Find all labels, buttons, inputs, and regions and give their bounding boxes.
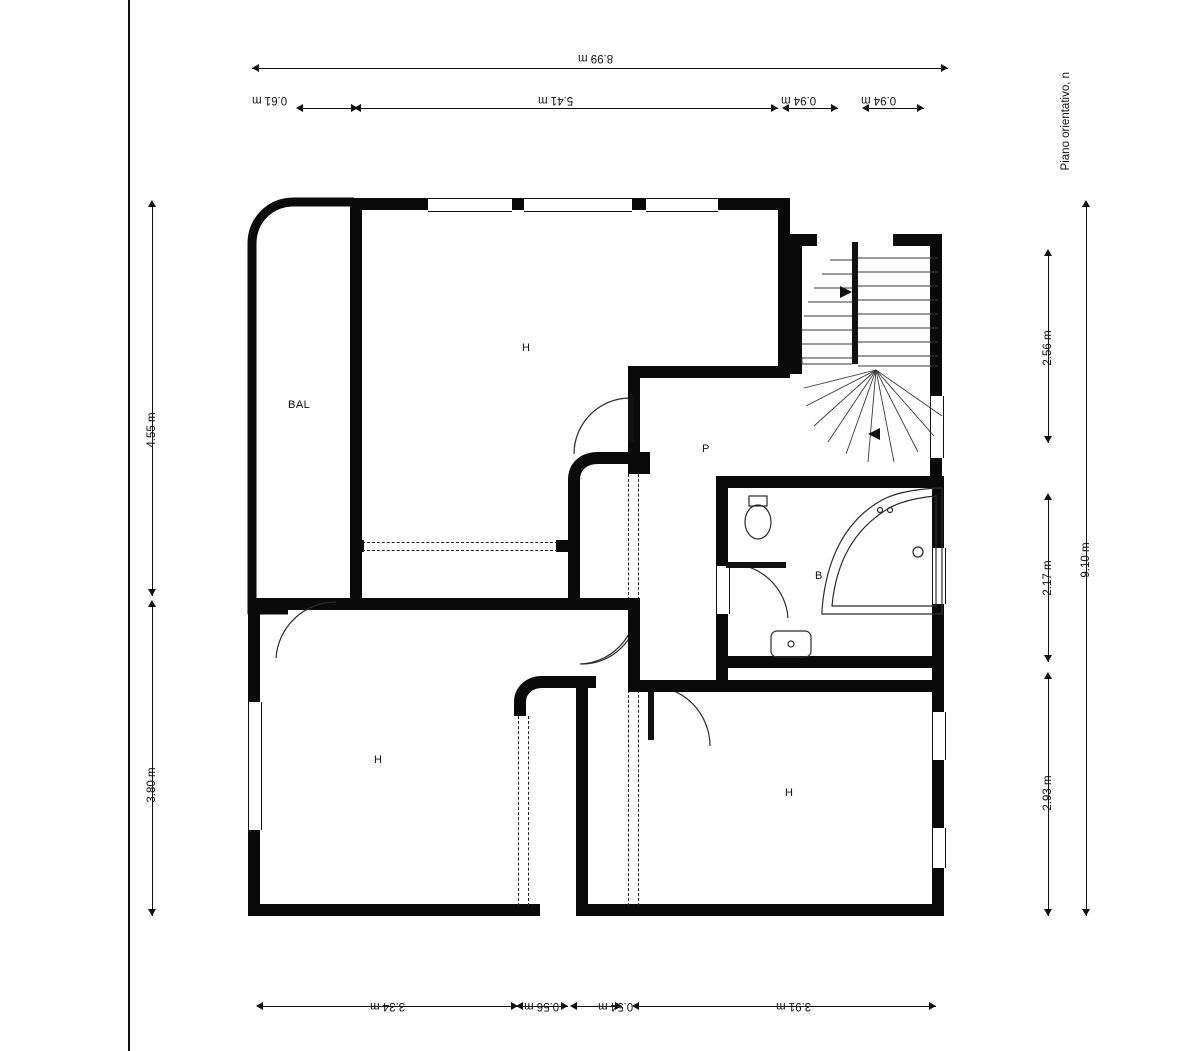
sliding-door-lower-line-3 (628, 680, 629, 906)
dim-bottom-seg3-label: 0.54 m (598, 1000, 634, 1012)
wall-corridor-to-bath (640, 680, 720, 692)
window-top-3 (646, 198, 718, 212)
dim-top-seg4-label: 0.94 m (861, 94, 897, 106)
room-label-h-top: H (522, 342, 531, 354)
toilet-fixture (736, 496, 780, 542)
room-label-bal: BAL (288, 399, 311, 411)
door-balcony-lower (262, 600, 338, 660)
room-label-p: P (702, 443, 710, 455)
dim-left-seg1-label: 4.55 m (146, 412, 158, 448)
room-label-h-right: H (785, 787, 794, 799)
stairs-geometry (794, 240, 944, 484)
dim-top-seg2-label: 5.41 m (538, 94, 574, 106)
dim-right-overall-label: 9.10 m (1080, 542, 1092, 578)
sliding-door-lower-line-4 (638, 680, 639, 906)
dim-left-seg2-label: 3.80 m (146, 767, 158, 803)
window-right-room-upper (932, 712, 946, 760)
bathtub-fixture (818, 486, 944, 618)
sliding-door-line-2 (362, 550, 558, 551)
dim-right-seg3-label: 2.93 m (1042, 775, 1054, 811)
dim-right-seg1-label: 2.56 m (1042, 330, 1054, 366)
door-right-room (648, 684, 712, 748)
wall-top-room-right-upper (778, 198, 790, 374)
window-top-2 (524, 198, 632, 212)
wall-corridor-pillar (628, 452, 650, 474)
wall-corridor-rounded-lower (512, 676, 596, 716)
sliding-door-corridor-line-2 (638, 474, 639, 600)
room-label-h-left: H (374, 754, 383, 766)
dim-right-seg2-label: 2.17 m (1042, 560, 1054, 596)
wall-top-room-bottom-right (628, 366, 790, 378)
wall-bath-bottom (716, 656, 944, 668)
window-top-1 (428, 198, 512, 212)
dim-top-overall-label: 8.99 m (578, 52, 614, 64)
wall-corridor-bottom-stub (576, 598, 640, 610)
room-label-b: B (815, 570, 823, 582)
side-note: Piano orientativo, n (1060, 72, 1072, 171)
wall-right-room-top (716, 680, 944, 692)
window-right-room-lower (932, 828, 946, 868)
door-top-room (572, 396, 634, 458)
door-bathroom (726, 560, 792, 622)
dim-bottom-seg1-label: 3.34 m (370, 1000, 406, 1012)
wall-bottom-right (576, 904, 944, 916)
sliding-door-line-1 (362, 542, 558, 543)
dim-bottom-seg2-label: 0.56 m (524, 1000, 560, 1012)
sink-fixture (770, 630, 810, 660)
sliding-door-corridor-line-1 (628, 474, 629, 600)
sliding-door-lower-line-1 (518, 716, 519, 906)
dim-bottom-seg4-label: 3.91 m (776, 1000, 812, 1012)
wall-corridor-right-lower (628, 598, 640, 692)
sliding-door-lower-line-2 (528, 716, 529, 906)
dim-top-seg3-label: 0.94 m (781, 94, 817, 106)
window-left-lower (248, 702, 262, 830)
dim-top-seg1-label: 0.61 m (252, 94, 288, 106)
wall-bottom-left (248, 904, 540, 916)
wall-corridor-rounded-left (568, 452, 646, 602)
